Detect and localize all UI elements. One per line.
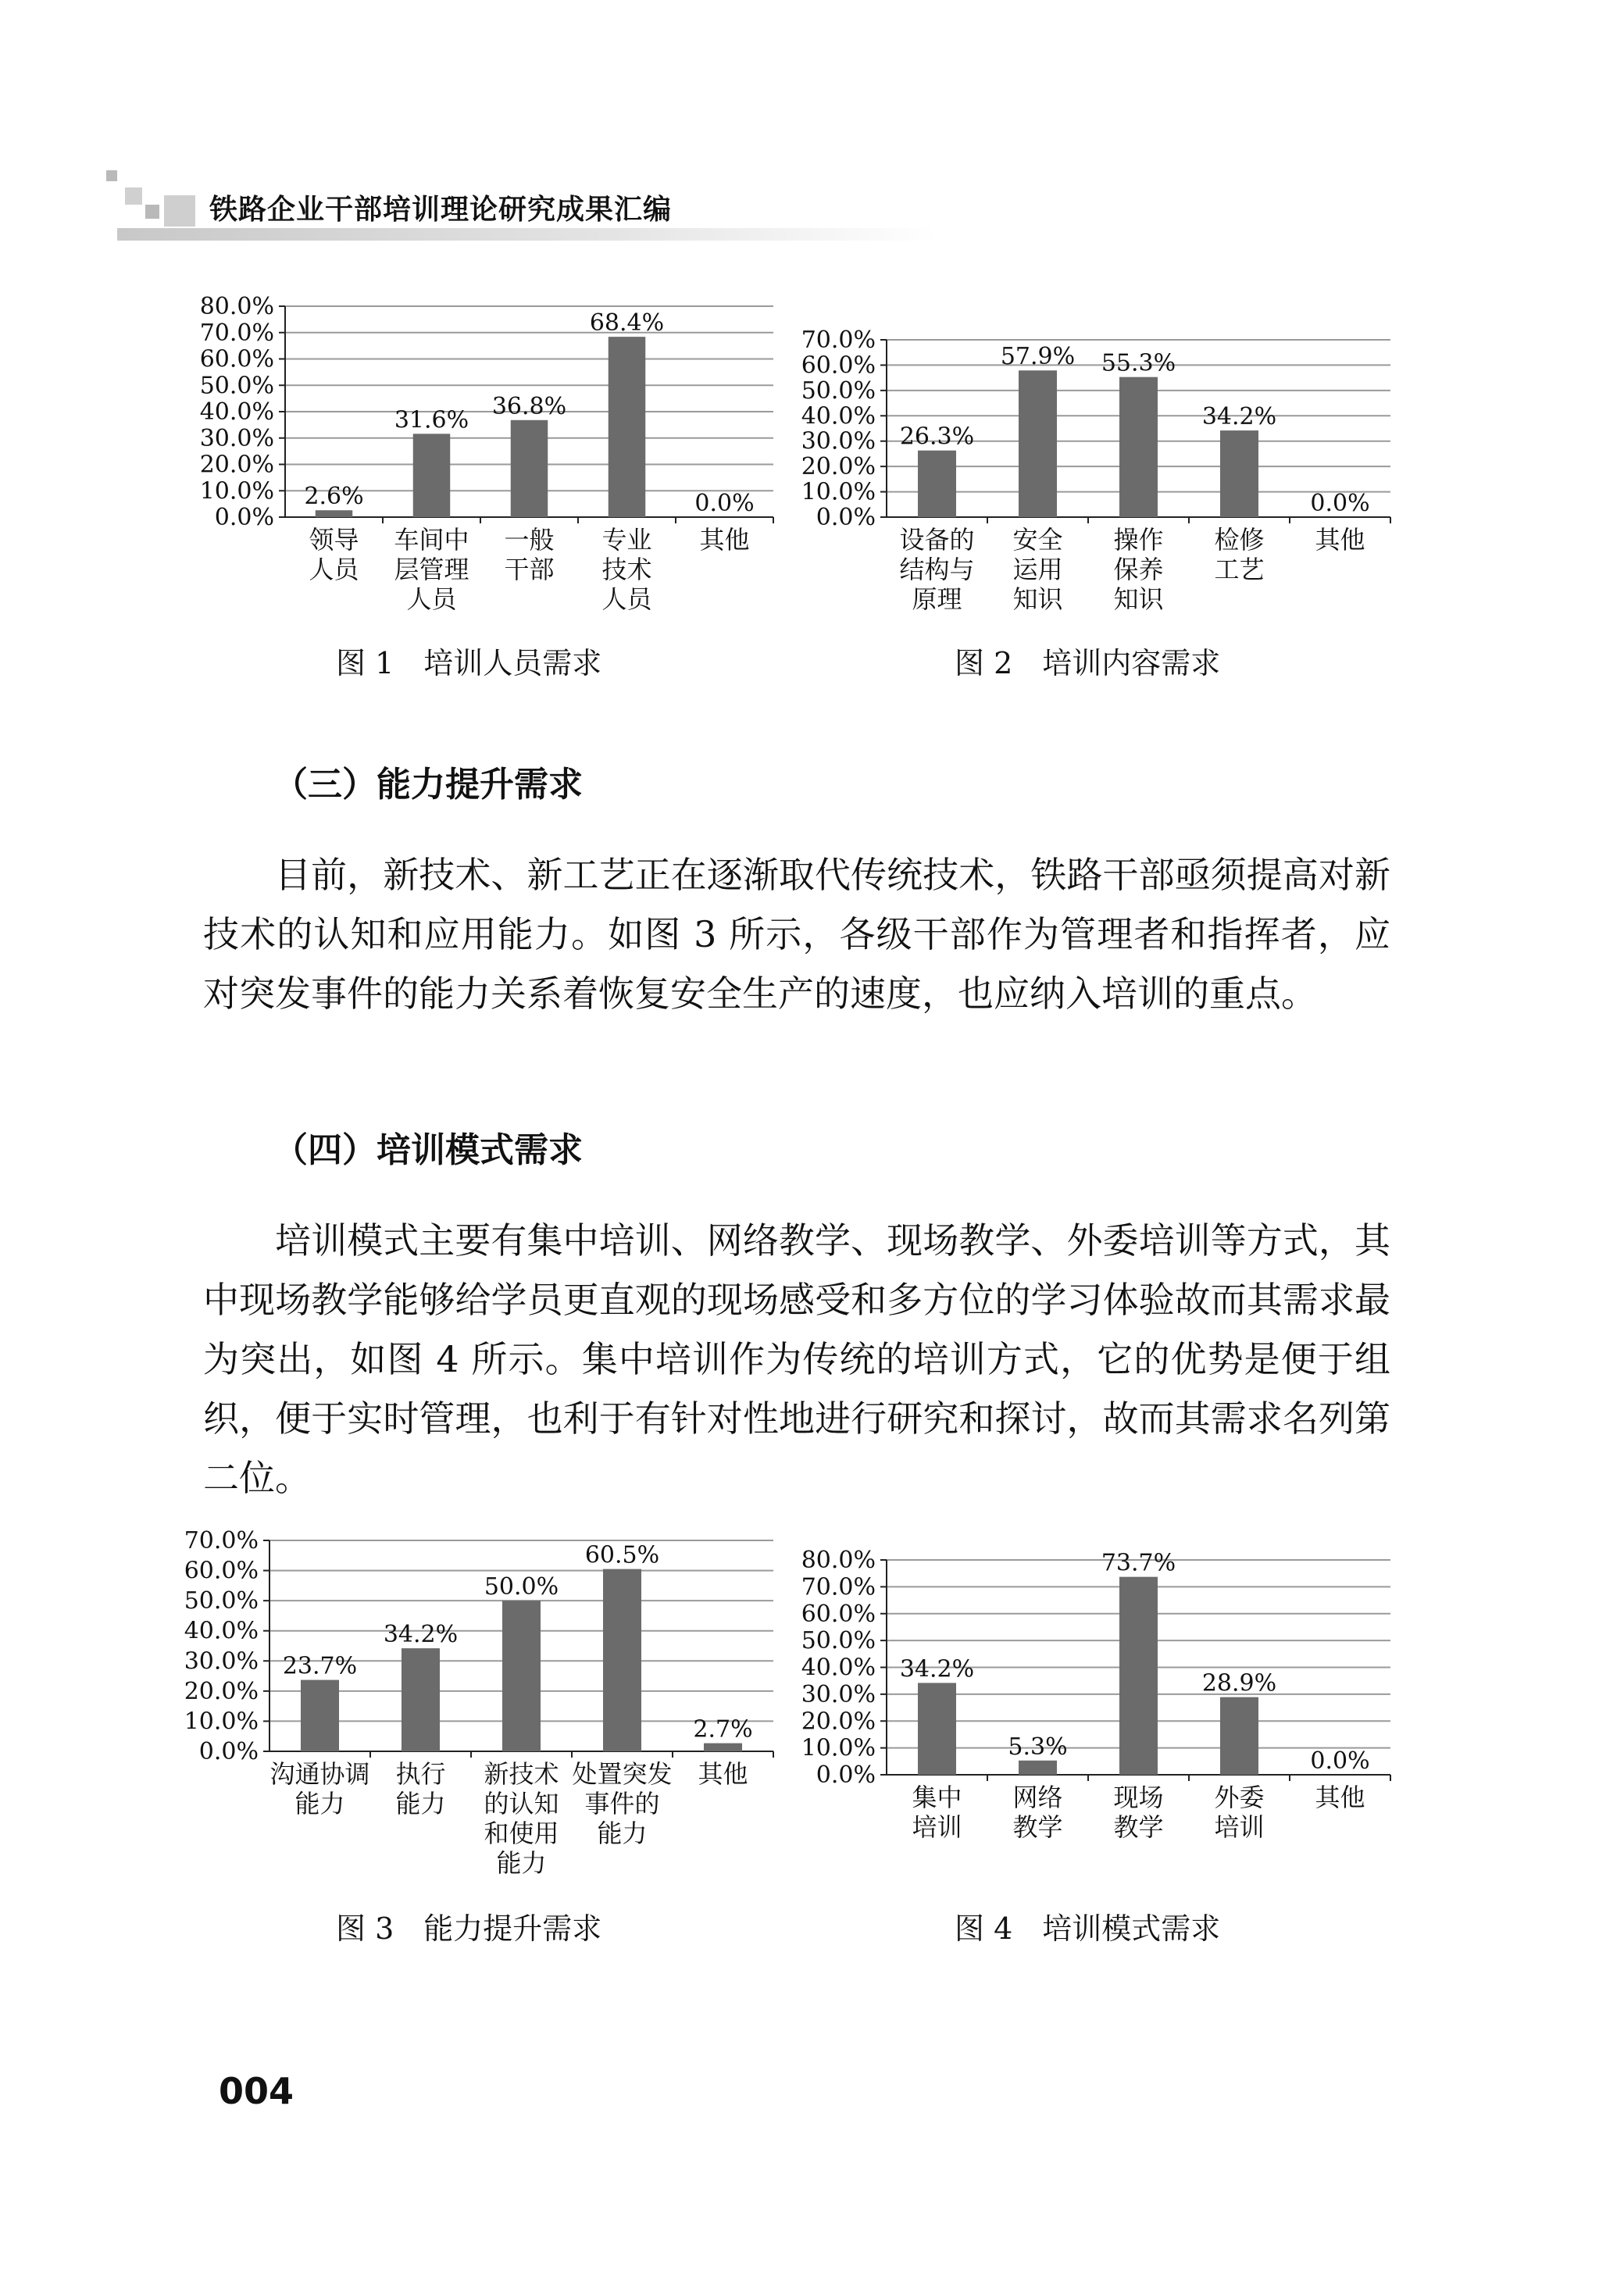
category-label: 工艺 xyxy=(1214,555,1265,584)
bar xyxy=(402,1648,440,1751)
figure-3-caption: 图 3 能力提升需求 xyxy=(336,1911,602,1946)
data-label: 26.3% xyxy=(899,423,975,451)
y-tick-label: 50.0% xyxy=(801,377,876,405)
data-label: 34.2% xyxy=(1201,403,1277,431)
category-label: 处置突发 xyxy=(572,1759,673,1789)
bar xyxy=(704,1744,742,1751)
y-tick-label: 70.0% xyxy=(184,1527,259,1554)
category-label: 外委 xyxy=(1214,1783,1265,1812)
data-label: 68.4% xyxy=(589,309,665,337)
y-tick-label: 40.0% xyxy=(199,398,274,426)
category-label: 结构与 xyxy=(899,555,975,584)
category-label: 能力 xyxy=(496,1848,547,1878)
category-label: 新技术 xyxy=(484,1759,559,1789)
y-tick-label: 10.0% xyxy=(801,1734,876,1762)
y-tick-label: 80.0% xyxy=(801,1547,876,1574)
data-label: 73.7% xyxy=(1101,1549,1176,1577)
y-tick-label: 20.0% xyxy=(199,451,274,479)
category-label: 其他 xyxy=(698,1759,748,1789)
y-tick-label: 40.0% xyxy=(801,402,876,430)
category-label: 车间中 xyxy=(394,525,469,555)
body-paragraph: 目前，新技术、新工艺正在逐渐取代传统技术，铁路干部亟须提高对新技术的认知和应用能力。如图 3 所示，各级干部作为管理者和指挥者，应对突发事件的能力关系着恢复安全生产的速度，也应纳入培训的重点。 xyxy=(203,854,1390,1015)
data-label: 28.9% xyxy=(1201,1669,1277,1697)
category-label: 其他 xyxy=(1315,525,1365,555)
y-tick-label: 10.0% xyxy=(801,478,876,506)
y-tick-label: 0.0% xyxy=(198,1738,259,1765)
data-label: 57.9% xyxy=(1000,343,1076,371)
data-label: 50.0% xyxy=(484,1573,559,1601)
category-label: 网络 xyxy=(1012,1783,1063,1812)
category-label: 安全 xyxy=(1012,525,1063,555)
category-label: 领导 xyxy=(309,525,359,555)
decorative-square xyxy=(145,205,159,219)
category-label: 知识 xyxy=(1113,584,1164,614)
category-label: 其他 xyxy=(699,525,750,555)
category-label: 干部 xyxy=(504,555,555,584)
data-label: 36.8% xyxy=(491,392,567,420)
data-label: 2.6% xyxy=(304,483,364,511)
bar xyxy=(502,1601,541,1751)
decorative-square xyxy=(106,170,117,181)
section-heading: （三）能力提升需求 xyxy=(273,765,583,805)
y-tick-label: 70.0% xyxy=(801,327,876,354)
y-tick-label: 40.0% xyxy=(184,1617,259,1645)
y-tick-label: 70.0% xyxy=(801,1573,876,1601)
data-label: 23.7% xyxy=(282,1652,358,1680)
chart-capability-improvement xyxy=(180,1523,789,1898)
y-tick-label: 0.0% xyxy=(214,504,274,531)
figure-4-caption: 图 4 培训模式需求 xyxy=(955,1911,1221,1946)
bar xyxy=(918,451,956,517)
category-label: 沟通协调 xyxy=(269,1759,370,1789)
y-tick-label: 30.0% xyxy=(199,424,274,452)
category-label: 事件的 xyxy=(584,1789,660,1818)
data-label: 34.2% xyxy=(383,1621,459,1649)
bar xyxy=(413,434,451,517)
chart-training-mode xyxy=(797,1543,1406,1898)
page-number: 004 xyxy=(219,2070,294,2112)
category-label: 设备的 xyxy=(899,525,975,555)
running-head: 铁路企业干部培训理论研究成果汇编 xyxy=(209,194,673,226)
bar xyxy=(1220,430,1258,517)
section-heading: （四）培训模式需求 xyxy=(273,1130,583,1170)
category-label: 教学 xyxy=(1113,1812,1164,1842)
data-label: 60.5% xyxy=(584,1541,660,1569)
y-tick-label: 0.0% xyxy=(816,504,876,531)
category-label: 能力 xyxy=(395,1789,446,1818)
bar xyxy=(918,1683,956,1775)
category-label: 一般 xyxy=(504,525,555,555)
category-label: 知识 xyxy=(1012,584,1063,614)
y-tick-label: 20.0% xyxy=(801,1708,876,1736)
data-label: 34.2% xyxy=(899,1655,975,1683)
category-label: 运用 xyxy=(1012,555,1063,584)
bar xyxy=(1119,1577,1158,1775)
bar xyxy=(511,420,548,517)
data-label: 55.3% xyxy=(1101,349,1176,377)
category-label: 其他 xyxy=(1315,1783,1365,1812)
bar xyxy=(1119,377,1158,517)
y-tick-label: 50.0% xyxy=(184,1587,259,1615)
category-label: 专业 xyxy=(601,525,652,555)
y-tick-label: 60.0% xyxy=(184,1557,259,1585)
bar xyxy=(609,337,646,517)
y-tick-label: 60.0% xyxy=(199,345,274,373)
category-label: 技术 xyxy=(601,555,652,584)
category-label: 操作 xyxy=(1113,525,1164,555)
data-label: 31.6% xyxy=(394,406,469,434)
category-label: 检修 xyxy=(1214,525,1265,555)
category-label: 原理 xyxy=(912,584,962,614)
category-label: 人员 xyxy=(309,555,359,584)
y-tick-label: 20.0% xyxy=(801,453,876,481)
bar xyxy=(1019,1761,1057,1775)
category-label: 教学 xyxy=(1012,1812,1063,1842)
category-label: 人员 xyxy=(406,584,457,614)
bar xyxy=(1019,370,1057,517)
category-label: 能力 xyxy=(294,1789,345,1818)
category-label: 层管理 xyxy=(394,555,469,584)
y-tick-label: 10.0% xyxy=(199,477,274,505)
category-label: 和使用 xyxy=(484,1818,559,1848)
y-tick-label: 10.0% xyxy=(184,1708,259,1736)
bar xyxy=(603,1569,641,1751)
y-tick-label: 80.0% xyxy=(199,293,274,320)
y-tick-label: 30.0% xyxy=(801,427,876,455)
data-label: 5.3% xyxy=(1008,1733,1068,1761)
y-tick-label: 0.0% xyxy=(816,1761,876,1789)
category-label: 的认知 xyxy=(484,1789,559,1818)
y-tick-label: 50.0% xyxy=(199,372,274,400)
category-label: 人员 xyxy=(601,584,652,614)
y-tick-label: 20.0% xyxy=(184,1677,259,1705)
y-tick-label: 60.0% xyxy=(801,1600,876,1628)
y-tick-label: 30.0% xyxy=(184,1647,259,1676)
decorative-square xyxy=(125,187,142,205)
data-label: 0.0% xyxy=(1310,1747,1370,1775)
category-label: 执行 xyxy=(395,1759,446,1789)
category-label: 现场 xyxy=(1113,1783,1164,1812)
bar xyxy=(1220,1697,1258,1775)
figure-1-caption: 图 1 培训人员需求 xyxy=(336,646,602,680)
header-rule xyxy=(117,228,937,241)
y-tick-label: 60.0% xyxy=(801,352,876,380)
y-tick-label: 50.0% xyxy=(801,1627,876,1655)
data-label: 0.0% xyxy=(694,490,755,517)
category-label: 保养 xyxy=(1113,555,1164,584)
category-label: 能力 xyxy=(597,1818,648,1848)
body-paragraph: 培训模式主要有集中培训、网络教学、现场教学、外委培训等方式，其中现场教学能够给学员更直观的现场感受和多方位的学习体验故而其需求最为突出，如图 4 所示。集中培训作为传统的培训方式，它的优势是便于组织，便于实时管理，也利于有针对性地进行研究和探讨，故而其需求名列第二位。 xyxy=(203,1219,1390,1499)
bar xyxy=(316,510,353,517)
y-tick-label: 70.0% xyxy=(199,319,274,347)
category-label: 集中 xyxy=(912,1783,962,1812)
y-tick-label: 30.0% xyxy=(801,1680,876,1708)
y-tick-label: 40.0% xyxy=(801,1654,876,1682)
chart-training-personnel xyxy=(180,289,789,641)
chart-training-content xyxy=(797,316,1406,641)
data-label: 2.7% xyxy=(693,1715,753,1744)
decorative-square xyxy=(164,195,195,227)
category-label: 培训 xyxy=(1214,1812,1265,1842)
category-label: 培训 xyxy=(912,1812,962,1842)
figure-2-caption: 图 2 培训内容需求 xyxy=(955,646,1221,680)
bar xyxy=(301,1680,339,1751)
data-label: 0.0% xyxy=(1310,490,1370,517)
